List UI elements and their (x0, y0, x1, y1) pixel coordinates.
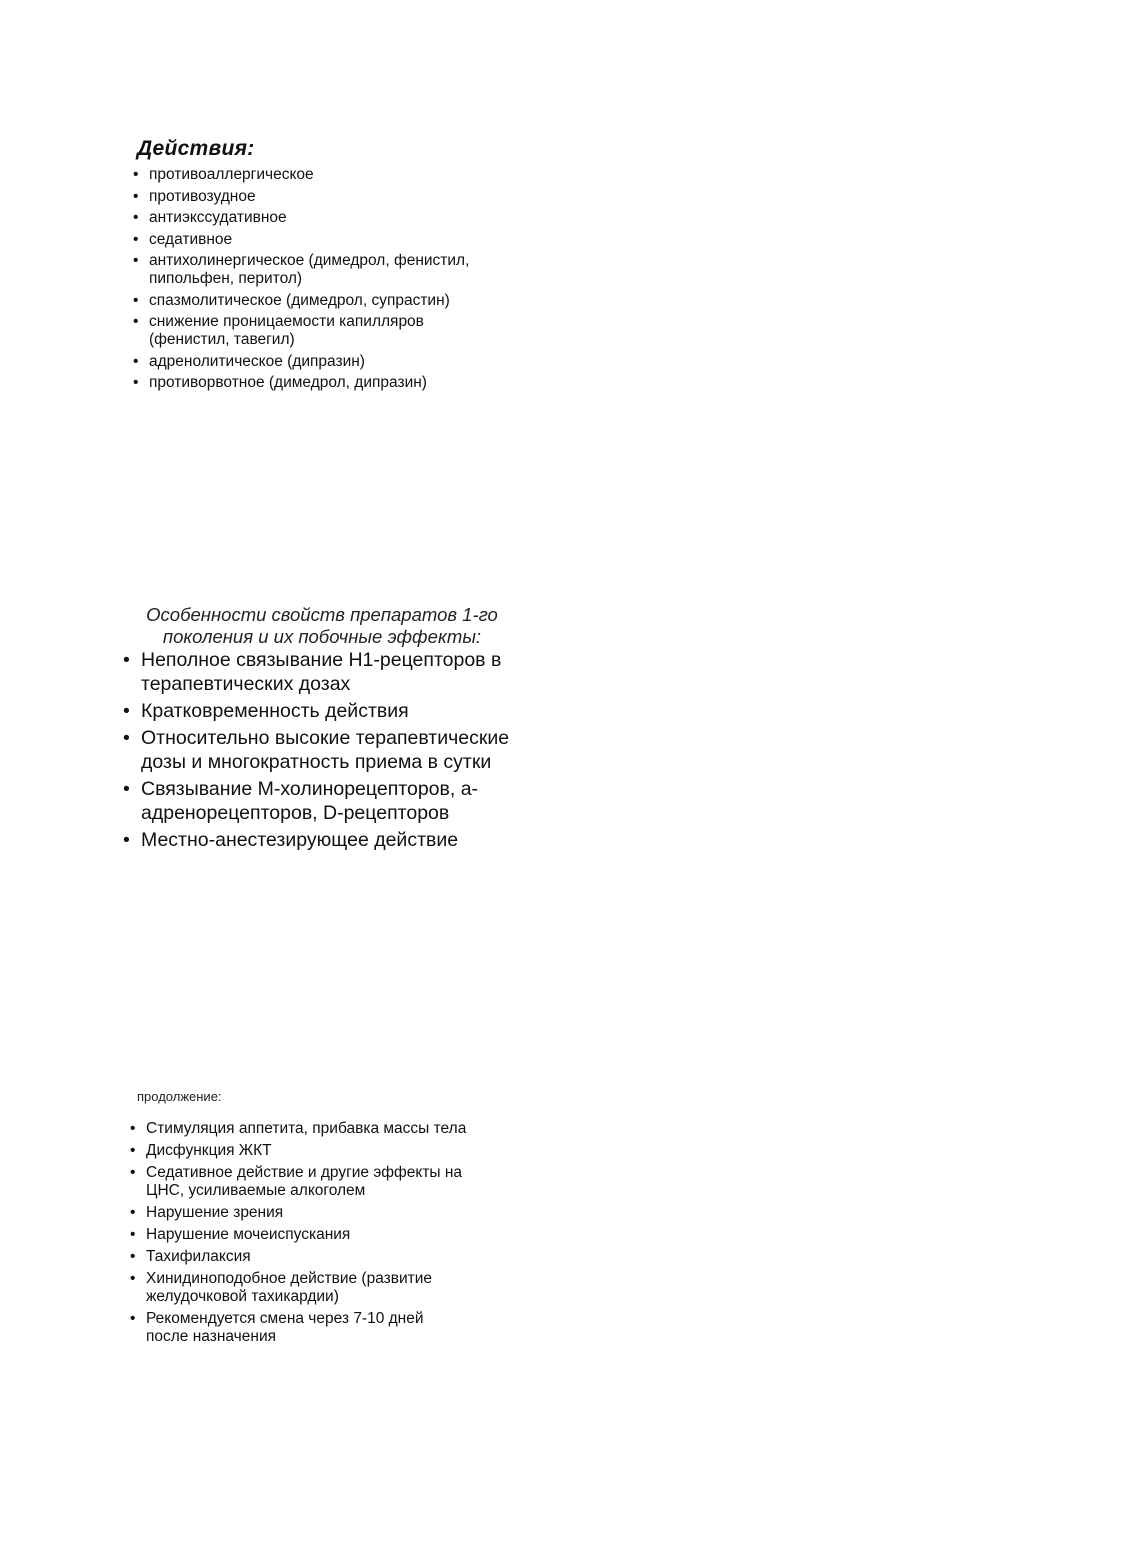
list-item: • Тахифилаксия (128, 1248, 548, 1266)
list-item: • противозудное (133, 188, 553, 206)
list-item: • адренолитическое (дипразин) (133, 353, 553, 371)
list-item: • Нарушение зрения (128, 1204, 548, 1222)
continuation-heading: продолжение: (137, 1089, 222, 1104)
list-item: • Дисфункция ЖКТ (128, 1142, 548, 1160)
list-item: • Рекомендуется смена через 7-10 дней после назначения (128, 1310, 466, 1346)
list-item: • снижение проницаемости капилляров (фенистил, тавегил) (133, 313, 449, 349)
list-item: • антихолинергическое (димедрол, фенистил, пипольфен, перитол) (133, 252, 499, 288)
actions-section (133, 136, 553, 396)
list-item: • Кратковременность действия (122, 699, 562, 723)
list-item: • антиэкссудативное (133, 209, 553, 227)
list-item: • Седативное действие и другие эффекты на ЦНС, усиливаемые алкоголем (128, 1164, 491, 1200)
features-heading: Особенности свойств препаратов 1-го поколения и их побочные эффекты: (146, 604, 498, 647)
side-effects-list (128, 1120, 548, 1346)
list-item: • Нарушение мочеиспускания (128, 1226, 548, 1244)
list-item: • седативное (133, 231, 553, 249)
list-item: • противорвотное (димедрол, дипразин) (133, 374, 553, 392)
continuation-section (128, 1088, 548, 1350)
list-item: • Неполное связывание Н1-рецепторов в терапевтических дозах (122, 648, 511, 696)
list-item: • Стимуляция аппетита, прибавка массы тела (128, 1120, 548, 1138)
list-item: • спазмолитическое (димедрол, супрастин) (133, 292, 553, 310)
list-item: • Местно-анестезирующее действие (122, 828, 562, 852)
actions-list (133, 166, 553, 392)
list-item: • Относительно высокие терапевтические дозы и многократность приема в сутки (122, 726, 521, 774)
first-generation-features-section (122, 604, 562, 855)
list-item: • противоаллергическое (133, 166, 553, 184)
features-list (122, 648, 562, 852)
list-item: • Связывание М-холинорецепторов, а-адренорецепторов, D-рецепторов (122, 777, 481, 825)
list-item: • Хинидиноподобное действие (развитие желудочковой тахикардии) (128, 1270, 466, 1306)
actions-heading: Действия: (137, 137, 255, 160)
